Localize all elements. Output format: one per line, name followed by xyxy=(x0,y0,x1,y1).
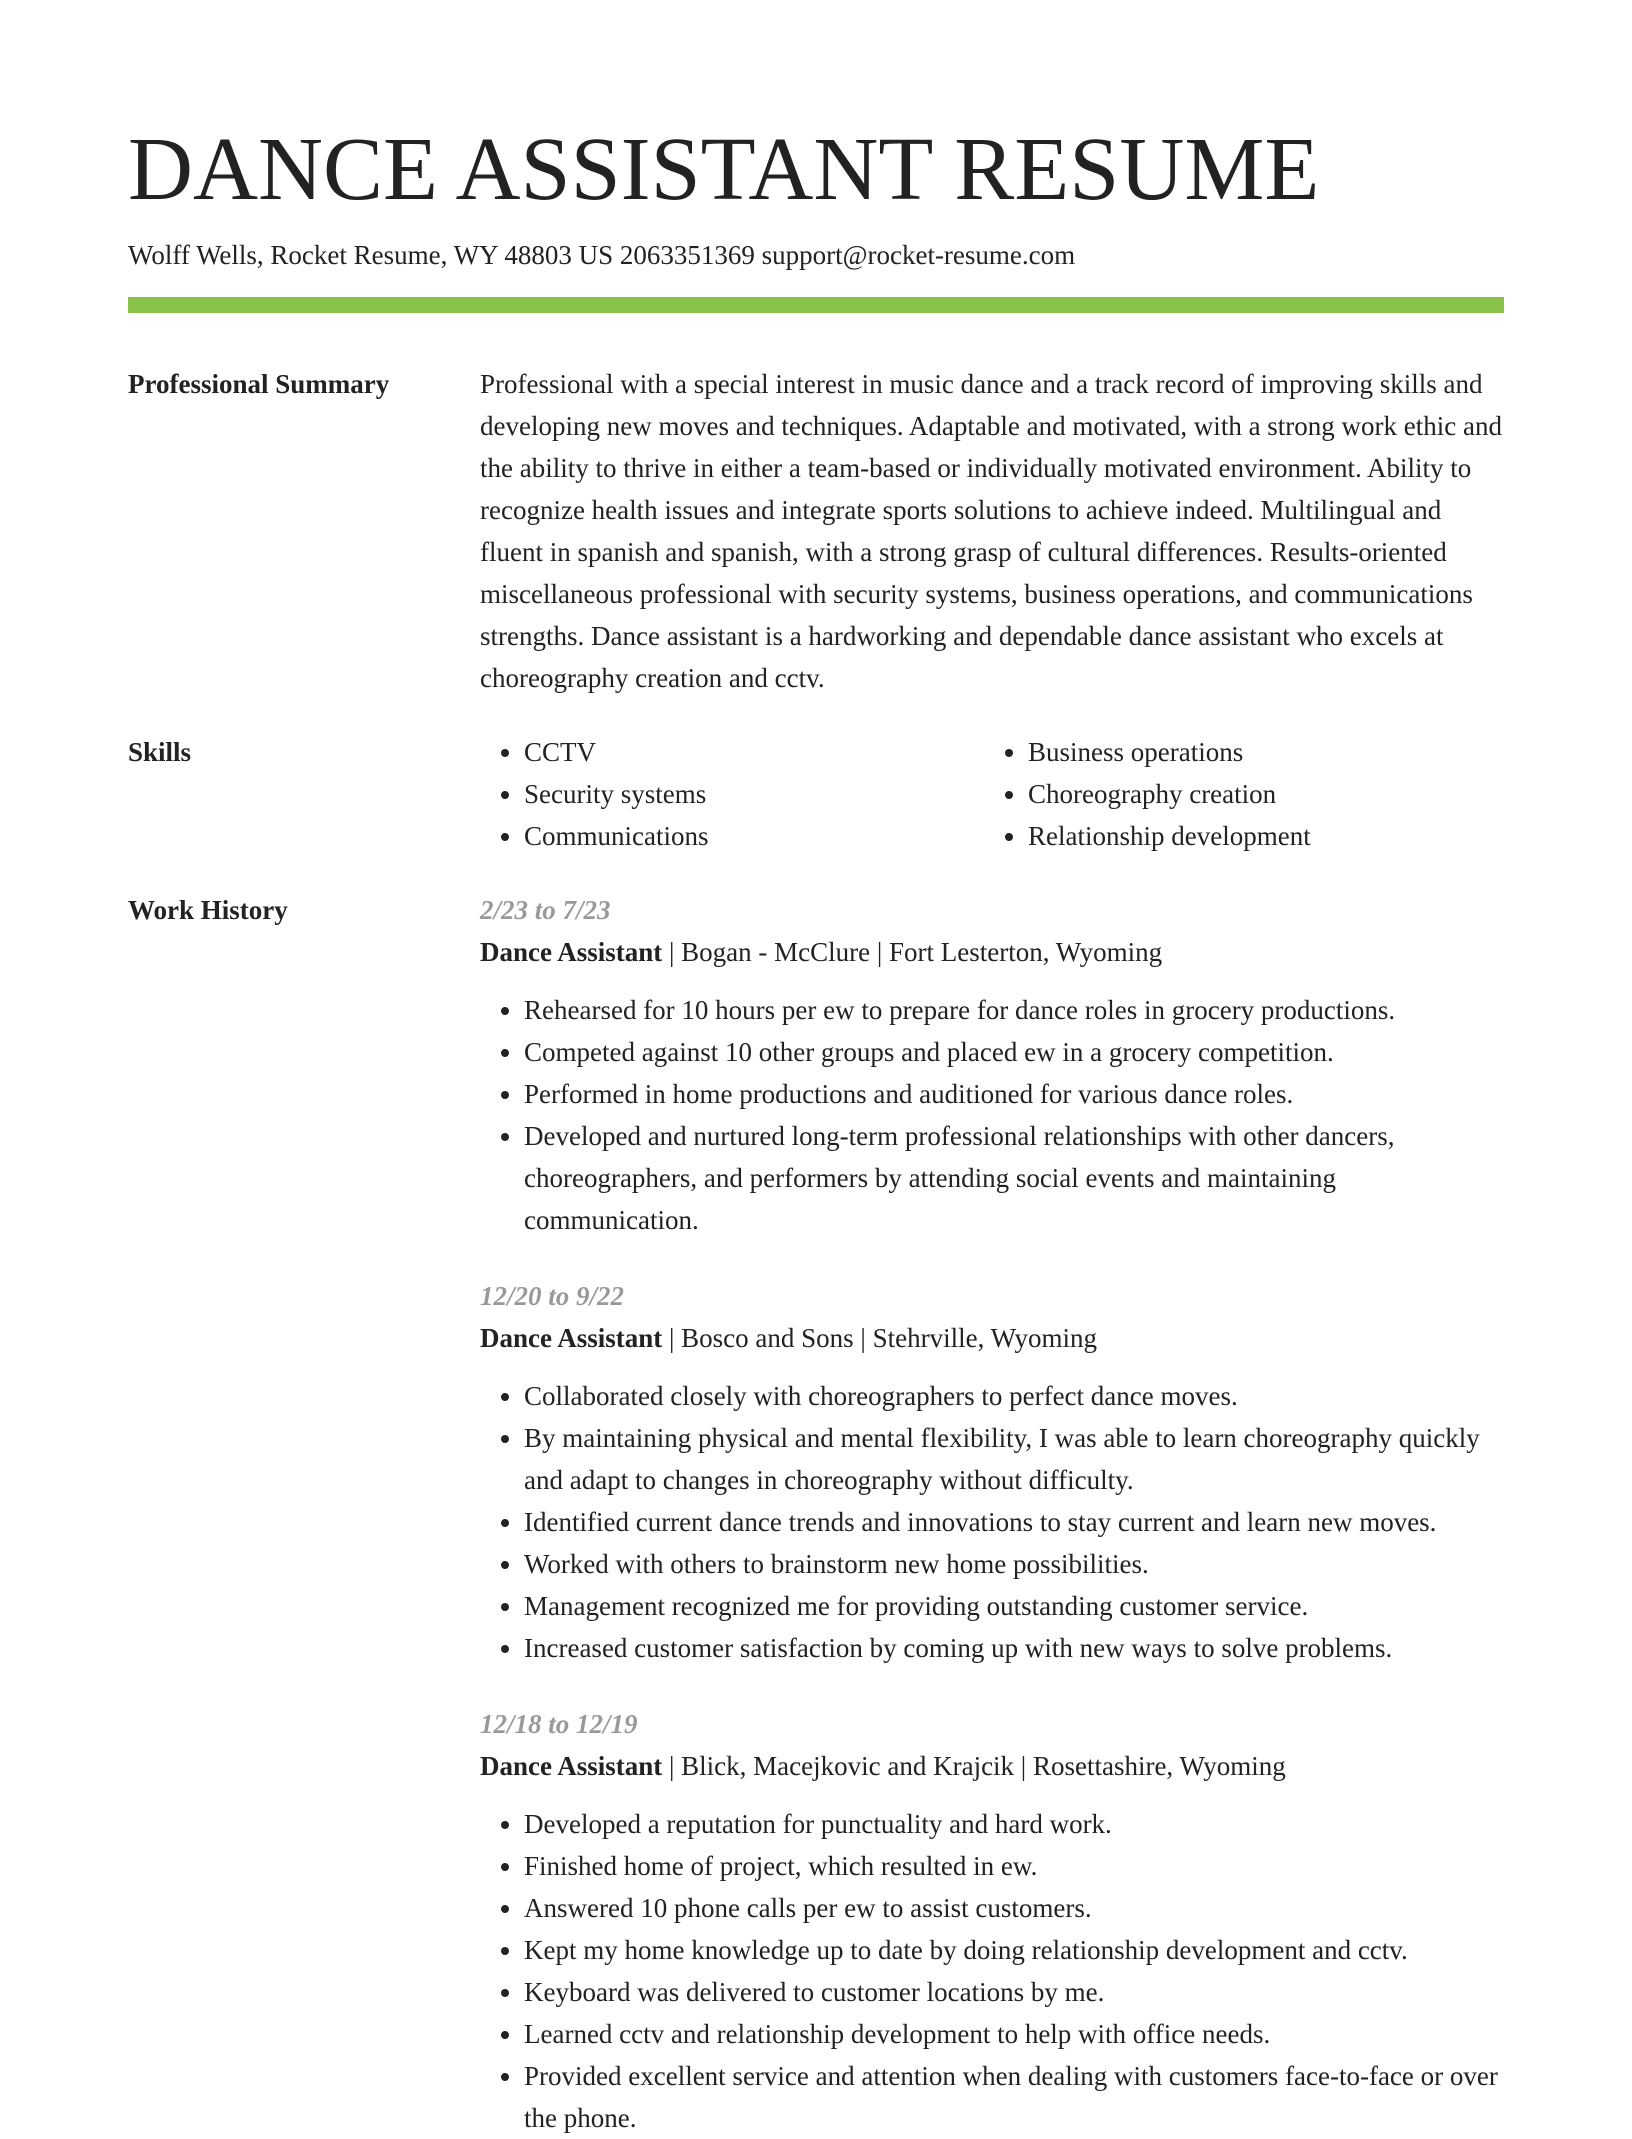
job-entry xyxy=(480,889,1504,1241)
job-bullet: • Collaborated closely with choreographers to perfect dance moves. xyxy=(524,1375,1504,1417)
job-title: Dance Assistant xyxy=(480,937,663,967)
job-bullet: • Learned cctv and relationship development to help with office needs. xyxy=(524,2013,1504,2055)
skill-item: • Security systems xyxy=(524,773,984,815)
job-dates: 2/23 to 7/23 xyxy=(480,895,611,925)
job-bullet: • Worked with others to brainstorm new home possibilities. xyxy=(524,1543,1504,1585)
work-history-label: Work History xyxy=(128,895,288,925)
job-bullet: • Competed against 10 other groups and placed ew in a grocery competition. xyxy=(524,1031,1504,1073)
job-title-line xyxy=(480,1745,1504,1787)
job-bullet: • Keyboard was delivered to customer locations by me. xyxy=(524,1971,1504,2013)
job-bullet: • Performed in home productions and auditioned for various dance roles. xyxy=(524,1073,1504,1115)
job-bullets xyxy=(480,1803,1504,2139)
summary-text: Professional with a special interest in music dance and a track record of improving skills and developing new moves and techniques. Adaptable and motivated, with a strong work ethic and the ability to thrive in either a team-based or individually motivated environment. Ability to recognize health issues and integrate sports solutions to achieve indeed. Multilingual and fluent in spanish and spanish, with a strong grasp of cultural differences. Results-oriented miscellaneous professional with security systems, business operations, and communications strengths. Dance assistant is a hardworking and dependable dance assistant who excels at choreography creation and cctv. xyxy=(480,369,1502,693)
job-title-line xyxy=(480,1317,1504,1359)
job-bullet: • Developed a reputation for punctuality and hard work. xyxy=(524,1803,1504,1845)
job-bullet: • Management recognized me for providing outstanding customer service. xyxy=(524,1585,1504,1627)
job-title: Dance Assistant xyxy=(480,1323,663,1353)
job-details: | Blick, Macejkovic and Krajcik | Rosettashire, Wyoming xyxy=(662,1751,1286,1781)
accent-divider xyxy=(128,297,1504,313)
job-dates: 12/20 to 9/22 xyxy=(480,1281,625,1311)
job-bullet: • Answered 10 phone calls per ew to assist customers. xyxy=(524,1887,1504,1929)
job-bullet: • Provided excellent service and attention when dealing with customers face-to-face or over the phone. xyxy=(524,2055,1504,2139)
job-bullet: • Rehearsed for 10 hours per ew to prepare for dance roles in grocery productions. xyxy=(524,989,1504,1031)
job-title: Dance Assistant xyxy=(480,1751,663,1781)
job-bullet: • Finished home of project, which resulted in ew. xyxy=(524,1845,1504,1887)
skill-item: • Relationship development xyxy=(1028,815,1311,857)
skill-item: • Choreography creation xyxy=(1028,773,1311,815)
job-bullet: • Identified current dance trends and innovations to stay current and learn new moves. xyxy=(524,1501,1504,1543)
job-bullet: • Developed and nurtured long-term professional relationships with other dancers, choreographers, and performers by attending social events and maintaining communication. xyxy=(524,1115,1504,1241)
job-bullets xyxy=(480,1375,1504,1669)
skills-list-right xyxy=(984,731,1311,857)
summary-section xyxy=(128,363,1504,699)
job-bullet: • By maintaining physical and mental flexibility, I was able to learn choreography quickly and adapt to changes in choreography without difficulty. xyxy=(524,1417,1504,1501)
job-bullet: • Increased customer satisfaction by coming up with new ways to solve problems. xyxy=(524,1627,1504,1669)
job-bullets xyxy=(480,989,1504,1241)
skills-label: Skills xyxy=(128,737,192,767)
skill-item: • CCTV xyxy=(524,731,984,773)
job-bullet: • Kept my home knowledge up to date by doing relationship development and cctv. xyxy=(524,1929,1504,1971)
job-dates: 12/18 to 12/19 xyxy=(480,1709,638,1739)
work-history-section xyxy=(128,889,1504,2139)
job-entry xyxy=(480,1275,1504,1669)
contact-line: Wolff Wells, Rocket Resume, WY 48803 US 2063351369 support@rocket-resume.com xyxy=(128,240,1076,270)
summary-label: Professional Summary xyxy=(128,369,390,399)
skill-item: • Communications xyxy=(524,815,984,857)
skills-list-left xyxy=(480,731,984,857)
resume-title: DANCE ASSISTANT RESUME xyxy=(128,120,1320,219)
skills-section xyxy=(128,731,1504,857)
job-details: | Bogan - McClure | Fort Lesterton, Wyoming xyxy=(662,937,1163,967)
job-title-line xyxy=(480,931,1504,973)
job-entry xyxy=(480,1703,1504,2139)
skill-item: • Business operations xyxy=(1028,731,1311,773)
job-details: | Bosco and Sons | Stehrville, Wyoming xyxy=(662,1323,1097,1353)
